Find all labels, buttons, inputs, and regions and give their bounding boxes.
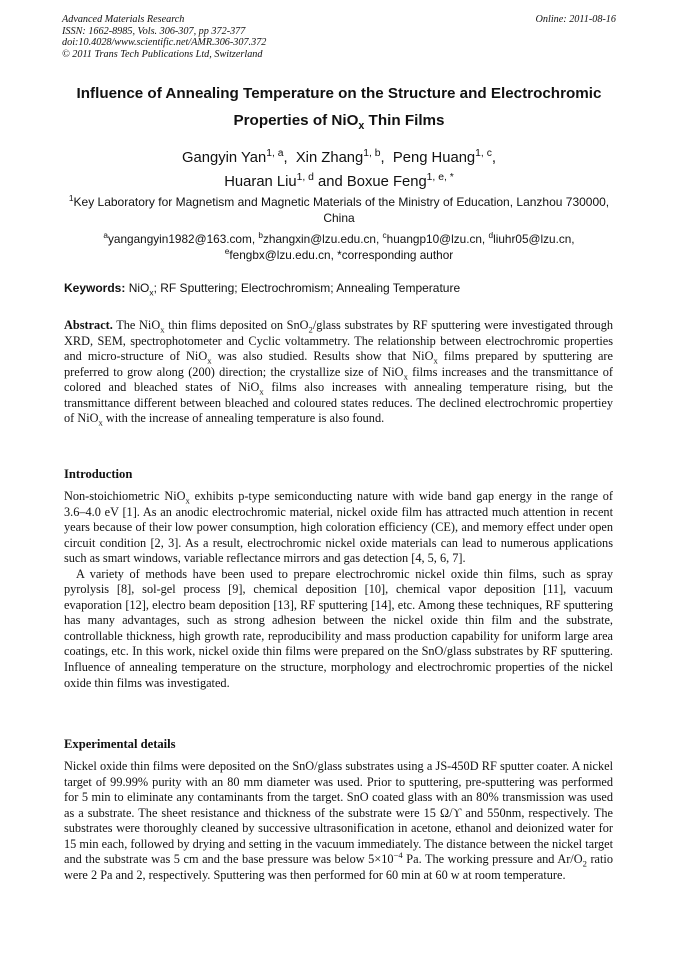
journal-copyright: © 2011 Trans Tech Publications Ltd, Switzerland (62, 48, 263, 60)
author-name: Gangyin Yan (182, 150, 267, 166)
paragraph: A variety of methods have been used to prepare electrochromic nickel oxide thin films, such as spray pyrolysis [8], sol-gel process [9], chemical deposition [10], chemical vapor deposition [11], vacuum evaporation [12], electro beam deposition [13], RF sputtering [14], etc. Among these techniques, RF sputtering has many advantages, such as strong adhesion between the nickel oxide thin film and the substrate, controllable thickness, high growth rate, reproducibility and mass production capability for uniform large area coatings, etc. In this work, nickel oxide thin films were prepared on the SnO/glass substrates by RF sputtering. Influence of annealing temperature on the structure, morphology and electrochromic properties of the nickel oxide thin films was investigated. (64, 566, 613, 690)
paper-title (40, 80, 638, 134)
author-name: Boxue Feng (346, 174, 427, 190)
email: fengbx@lzu.edu.cn, *corresponding author (229, 247, 454, 262)
section-heading-introduction: Introduction (64, 467, 133, 481)
author-line-1: Gangyin Yan$^{1, a}$, Xin Zhang$^{1, b}$, Peng Huang$^{1, c}$, (182, 148, 496, 166)
introduction-text (64, 489, 613, 691)
journal-name: Advanced Materials Research (62, 14, 185, 25)
email: huangp10@lzu.cn, (386, 232, 486, 246)
author-emails: $^a$yangangyin1982@163.com, $^b$zhangxin@lzu.edu.cn, $^c$huangp10@lzu.cn, $^d$liuhr05@lzu.cn, $^e$fengbx@lzu.edu.cn, *corresponding author (103, 231, 575, 262)
journal-header (62, 14, 616, 60)
author-name: Xin Zhang (295, 150, 364, 166)
email: zhangxin@lzu.edu.cn, (262, 232, 380, 246)
abstract: Abstract. The NiO$_x$ thin flims deposited on SnO$_2$/glass substrates by RF sputtering were investigated through XRD, SEM, spectrophotometer and Cyclic voltammetry. The relationship between electrochromic properties and micro-structure of NiO$_x$ was also studied. Results show that NiO$_x$ films prepared by sputtering are preferred to grow along (200) direction; the crystallize size of NiO$_x$ films increases and the transmittance of colored and bleached states of NiO$_x$ films also increases with annealing temperature rising, but the transmittance different between bleached and coloured states reduces. The declined electrochromic propertiey of NiO$_x$ with the increase of annealing temperature is also found. (64, 318, 613, 428)
online-date: Online: 2011-08-16 (535, 14, 616, 25)
keywords: Keywords: NiO$_x$; RF Sputtering; Electrochromism; Annealing Temperature (64, 281, 461, 298)
keywords-label: Keywords: (64, 281, 126, 295)
paragraph: Nickel oxide thin films were deposited on the SnO/glass substrates using a JS-450D RF sputter coater. A nickel target of 99.99% purity with an 80 mm diameter was used. Prior to sputtering, pre-sputtering was performed for 5 min to eliminate any contaminants from the target. SnO coated glass with an 80% transmission was used as a substrate. The sheet resistance and thickness of the substrate were 15 Ω/ϒ and 550nm, respectively. The substrates were thoroughly cleaned by successive ultrasonification in acetone, ethanol and deionized water for 15 min each, followed by drying and setting in the vacuum immediately. The distance between the nickel target and the substrate was 5 cm and the base pressure was below $5\times 10^{-4}$ Pa. The working pressure and $Ar/O_2$ ratio were 2 Pa and 2, respectively. Sputtering was then performed for 60 min at 60 w at room temperature. (64, 759, 613, 882)
section-heading-experimental: Experimental details (64, 737, 176, 751)
affiliation: $^1$Key Laboratory for Magnetism and Magnetic Materials of the Ministry of Education, Lanzhou 730000, China (68, 193, 610, 225)
email: yangangyin1982@163.com, (108, 232, 256, 246)
title-line-1: Influence of Annealing Temperature on the Structure and Electrochromic (76, 85, 602, 102)
author-line-2: Huaran Liu$^{1, d}$ and Boxue Feng$^{1, e, *}$ (224, 172, 454, 190)
title-line-2: Properties of NiO$_x$ Thin Films (233, 112, 445, 133)
paragraph: Non-stoichiometric NiO$_x$ exhibits p-type semiconducting nature with wide band gap energy in the range of 3.6–4.0 eV [1]. As an anodic electrochromic material, nickel oxide film has attracted much attention in recent years because of their low power consumption, high coloration efficiency (CE), and memory effect under open circuit condition [2, 3]. As a result, electrochromic nickel oxide materials can lead to numerous applications such as smart windows, variable reflectance mirrors and gas detection [4, 5, 6, 7]. (64, 489, 614, 566)
email: liuhr05@lzu.cn, (493, 232, 575, 246)
author-name: Peng Huang (392, 150, 476, 166)
author-list (40, 146, 638, 194)
abstract-label: Abstract. (64, 318, 113, 332)
author-name: Huaran Liu (224, 174, 297, 190)
journal-doi: doi:10.4028/www.scientific.net/AMR.306-307.372 (62, 37, 267, 49)
journal-issn: ISSN: 1662-8985, Vols. 306-307, pp 372-377 (62, 25, 246, 37)
experimental-text (64, 759, 613, 883)
